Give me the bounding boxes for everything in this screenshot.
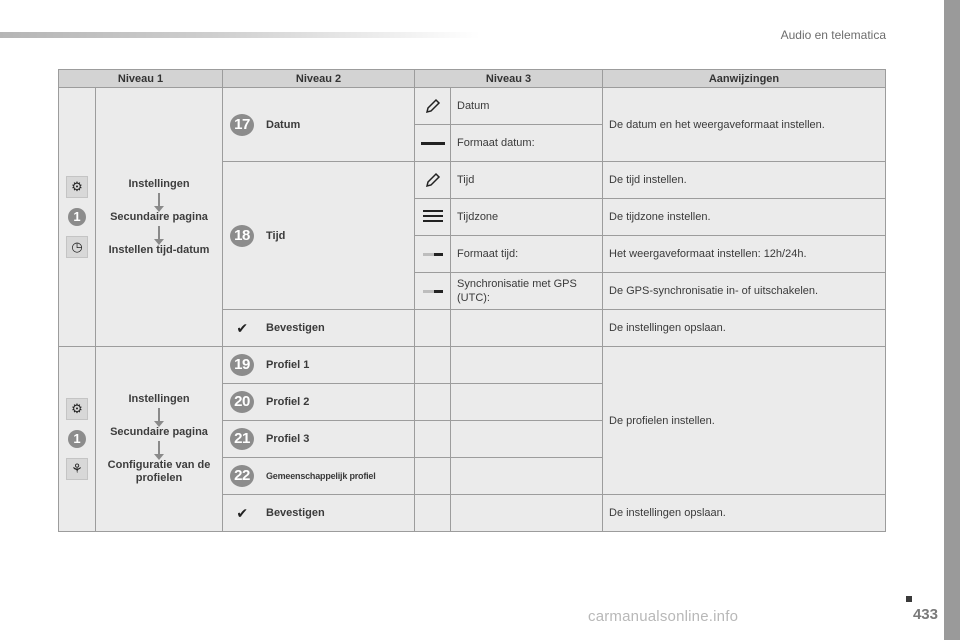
toggle-dash-icon [423,290,443,293]
empty-cell [451,310,603,347]
empty-cell [415,458,451,495]
empty-cell [451,458,603,495]
level2-cell [223,495,415,532]
note-cell: De profielen instellen. [603,347,886,495]
level2-cell [223,347,415,384]
level3-label: Synchronisatie met GPS (UTC): [451,273,603,310]
level3-label: Datum [451,88,603,125]
level2-label: Bevestigen [266,507,325,519]
level3-icon-cell [415,88,451,125]
note-cell: De instellingen opslaan. [603,495,886,532]
note-cell: De tijd instellen. [603,162,886,199]
clock-settings-icon: ◷ [66,236,88,258]
nav-step: Instellen tijd-datum [108,243,210,256]
note-cell: Het weergaveformaat instellen: 12h/24h. [603,236,886,273]
note-cell: De tijdzone instellen. [603,199,886,236]
nav-step: Secundaire pagina [110,426,208,438]
level3-label: Tijdzone [451,199,603,236]
nav-step: Configuratie van de profielen [107,459,211,484]
header-decor-bar [0,32,480,38]
column-header: Niveau 2 [223,70,415,88]
empty-cell [451,384,603,421]
list-icon [423,208,443,224]
level2-cell [223,384,415,421]
table-row [59,347,886,384]
empty-cell [415,310,451,347]
level3-label: Formaat datum: [451,125,603,162]
table-header-row [59,70,886,88]
nav-step: Instellingen [128,177,190,190]
level2-label: Gemeenschappelijk profiel [266,471,376,481]
page-marker [906,596,912,602]
table-row [59,88,886,125]
level1-nav-cell [96,347,223,532]
level2-cell [223,162,415,310]
column-header: Aanwijzingen [603,70,886,88]
number-badge: 17 [230,114,254,136]
number-badge: 22 [230,465,254,487]
profile-settings-icon: ⚘ [66,458,88,480]
settings-table [58,69,886,532]
level2-label: Profiel 2 [266,396,310,408]
number-badge: 19 [230,354,254,376]
empty-cell [415,495,451,532]
level3-icon-cell [415,236,451,273]
level3-icon-cell [415,199,451,236]
level2-label: Datum [266,118,301,131]
empty-cell [415,384,451,421]
number-badge: 18 [230,225,254,247]
level3-icon-cell [415,162,451,199]
empty-cell [451,347,603,384]
step-badge: 1 [68,208,86,226]
level3-icon-cell [415,125,451,162]
level2-label: Profiel 1 [266,359,310,371]
empty-cell [415,347,451,384]
bar-icon [421,142,445,145]
number-badge: 21 [230,428,254,450]
empty-cell [451,421,603,458]
level3-label: Tijd [451,162,603,199]
watermark-text: carmanualsonline.info [588,608,739,625]
level3-label: Formaat tijd: [451,236,603,273]
level2-cell [223,458,415,495]
level2-cell [223,421,415,458]
level1-icons-cell [59,88,96,347]
level1-nav-cell [96,88,223,347]
gear-icon: ⚙ [66,398,88,420]
level3-icon-cell [415,273,451,310]
arrow-down-icon [158,408,160,422]
nav-step: Secundaire pagina [110,210,208,223]
page-number: 433 [912,606,938,623]
empty-cell [415,421,451,458]
gear-icon: ⚙ [66,176,88,198]
level2-cell [223,310,415,347]
pencil-icon [425,98,441,114]
level2-cell [223,88,415,162]
step-badge: 1 [68,430,86,448]
checkmark-icon: ✔ [236,505,248,521]
column-header: Niveau 3 [415,70,603,88]
level2-label: Profiel 3 [266,433,310,445]
arrow-down-icon [158,226,160,240]
column-header: Niveau 1 [59,70,223,88]
section-title: Audio en telematica [780,28,886,42]
arrow-down-icon [158,441,160,455]
arrow-down-icon [158,193,160,207]
nav-step: Instellingen [128,393,190,405]
level2-label: Bevestigen [266,322,325,334]
note-cell: De datum en het weergaveformaat instellen. [603,88,886,162]
note-cell: De instellingen opslaan. [603,310,886,347]
level1-icons-cell [59,347,96,532]
toggle-dash-icon [423,253,443,256]
note-cell: De GPS-synchronisatie in- of uitschakelen. [603,273,886,310]
number-badge: 20 [230,391,254,413]
empty-cell [451,495,603,532]
checkmark-icon: ✔ [236,320,248,336]
pencil-icon [425,172,441,188]
page-edge-bar [944,0,960,640]
level2-label: Tijd [266,229,286,242]
